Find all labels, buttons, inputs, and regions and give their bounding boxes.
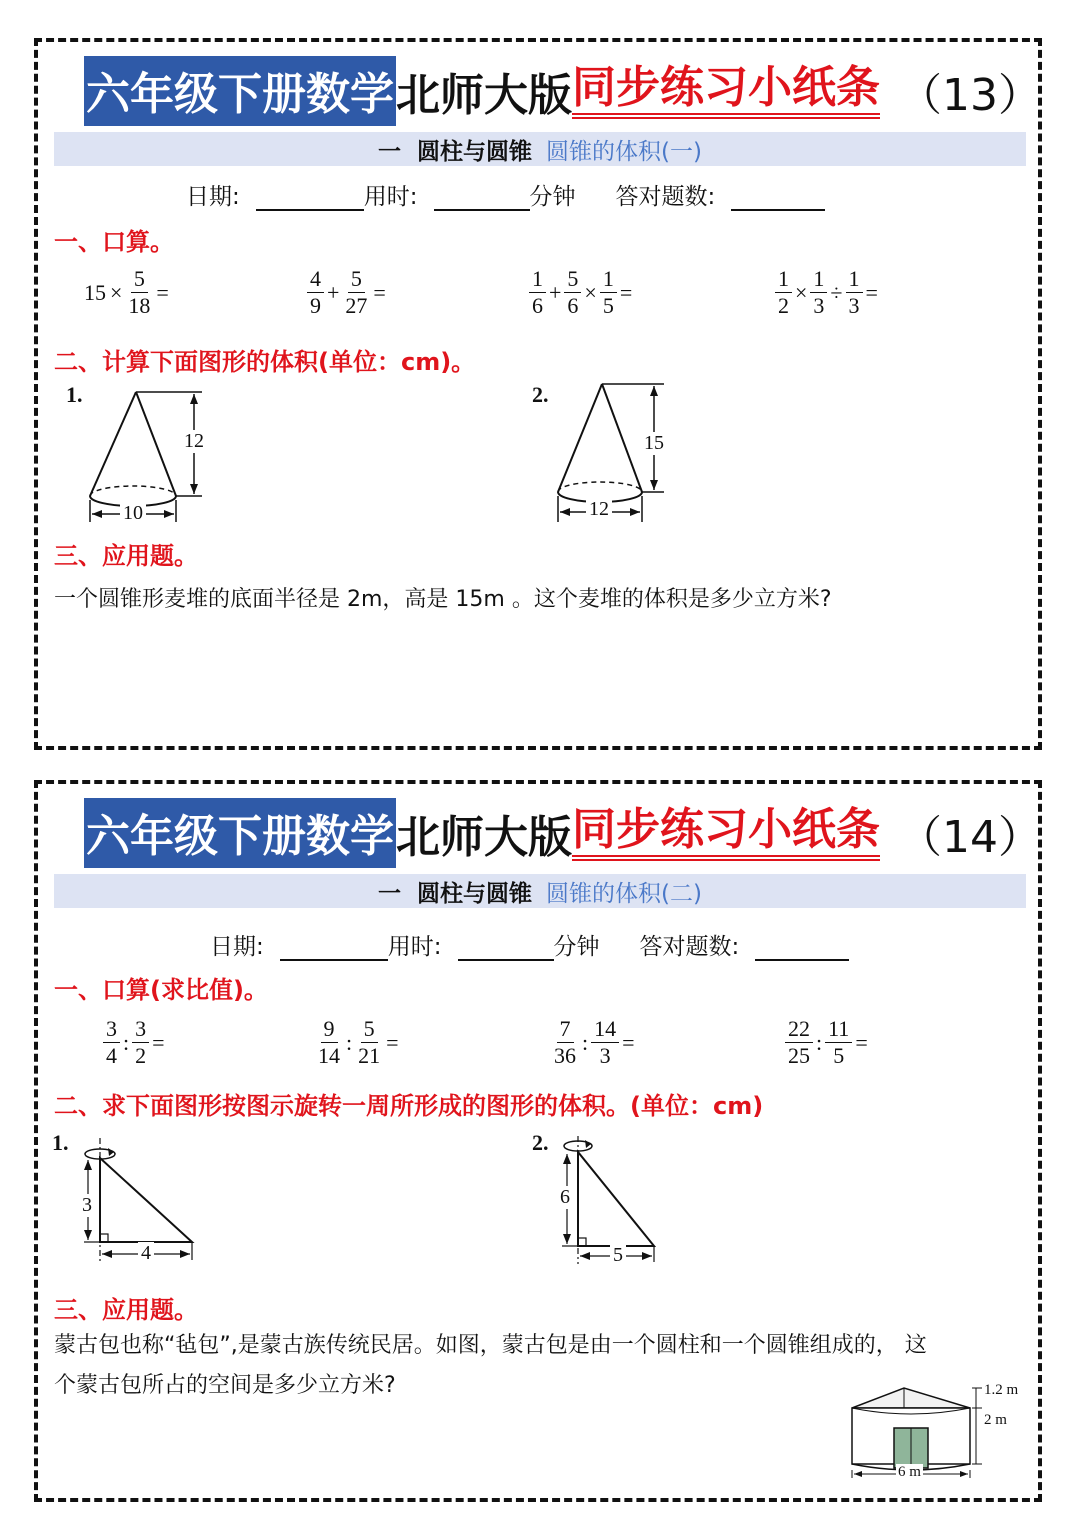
date-blank[interactable] [280,935,388,961]
yurt-roof-label: 1.2 m [984,1382,1019,1398]
base-label-2: 12 [586,498,612,521]
meta-row [186,178,825,211]
sheet-title [84,798,1042,868]
correct-label: 答对题数: [639,934,740,960]
section-oral-calc: 一、口算。 [54,228,174,256]
lesson-title: 圆锥的体积(一) [546,138,702,165]
title-edition: 北师大版 [396,70,572,121]
ratio-item-4: $\frac{22}{25}$ : $\frac{11}{5}$ = [784,1016,870,1069]
title-number: （14） [898,812,1042,863]
meta-row [210,928,849,961]
lesson-band [54,874,1026,908]
sheet-title [84,56,1042,126]
figure-label-2: 2. [532,382,549,407]
base-label-1: 4 [138,1242,154,1265]
base-label-1: 10 [120,502,146,525]
time-blank[interactable] [458,935,554,961]
section-ratio: 一、口算(求比值)。 [54,976,268,1004]
calc-item-4: $\frac{1}{2}$ × $\frac{1}{3}$ ÷ $\frac{1}{3}$ = [774,266,880,319]
figure-label-2: 2. [532,1130,549,1155]
height-label-1: 12 [184,430,204,452]
base-label-2: 5 [610,1244,626,1267]
problem-line-1: 蒙古包也称“毡包”,是蒙古族传统民居。如图，蒙古包是由一个圆柱和一个圆锥组成的， 这 [54,1333,927,1358]
title-series: 同步练习小纸条 [572,805,880,861]
figure-label-1: 1. [66,382,83,407]
title-edition: 北师大版 [396,812,572,863]
correct-blank[interactable] [731,185,825,211]
lesson-title: 圆锥的体积(二) [546,880,702,907]
calc-item-3: $\frac{1}{6}$ + $\frac{5}{6}$ × $\frac{1}{5}$ = [528,266,634,319]
section-rotation: 二、求下面图形按图示旋转一周所形成的图形的体积。(单位：cm) [54,1092,764,1120]
section-application: 三、应用题。 [54,542,198,570]
title-series: 同步练习小纸条 [572,63,880,119]
yurt-wall-label: 2 m [984,1412,1007,1428]
time-label: 用时: [363,184,418,210]
ratio-item-1: $\frac{3}{4}$ : $\frac{3}{2}$ = [102,1016,167,1069]
title-number: （13） [898,70,1042,121]
unit-title: 圆柱与圆锥 [417,138,533,165]
minute-label: 分钟 [529,184,576,210]
height-label-2: 15 [644,432,664,454]
date-blank[interactable] [256,185,364,211]
figure-label-1: 1. [52,1130,69,1155]
minute-label: 分钟 [553,934,600,960]
time-blank[interactable] [434,185,530,211]
correct-blank[interactable] [755,935,849,961]
band-dash: 一 [378,880,402,907]
calc-item-2: $\frac{4}{9}$ + $\frac{5}{27}$ = [306,266,388,319]
ratio-item-3: $\frac{7}{36}$ : $\frac{14}{3}$ = [554,1016,635,1068]
lesson-band [54,132,1026,166]
date-label: 日期: [210,934,264,960]
problem-text: 一个圆锥形麦堆的底面半径是 2m，高是 15m 。这个麦堆的体积是多少立方米? [54,587,832,612]
section-volume: 二、计算下面图形的体积(单位：cm)。 [54,348,476,376]
ratio-item-2: $\frac{9}{14}$ : $\frac{5}{21}$ = [318,1016,399,1068]
title-grade: 六年级下册数学 [84,56,396,126]
time-label: 用时: [387,934,442,960]
correct-label: 答对题数: [615,184,716,210]
date-label: 日期: [186,184,240,210]
height-label-1: 3 [82,1194,92,1216]
calc-item-1: 15 × $\frac{5}{18}$ = [84,266,169,318]
title-grade: 六年级下册数学 [84,798,396,868]
practice-sheet-13 [34,38,1042,750]
height-label-2: 6 [560,1186,570,1208]
unit-title: 圆柱与圆锥 [417,880,533,907]
problem-line-2: 个蒙古包所占的空间是多少立方米? [54,1373,396,1398]
practice-sheet-14 [34,780,1042,1502]
band-dash: 一 [378,138,402,165]
section-application: 三、应用题。 [54,1296,198,1324]
yurt-diameter-label: 6 m [898,1464,921,1480]
cone-figure-1 [84,382,214,528]
